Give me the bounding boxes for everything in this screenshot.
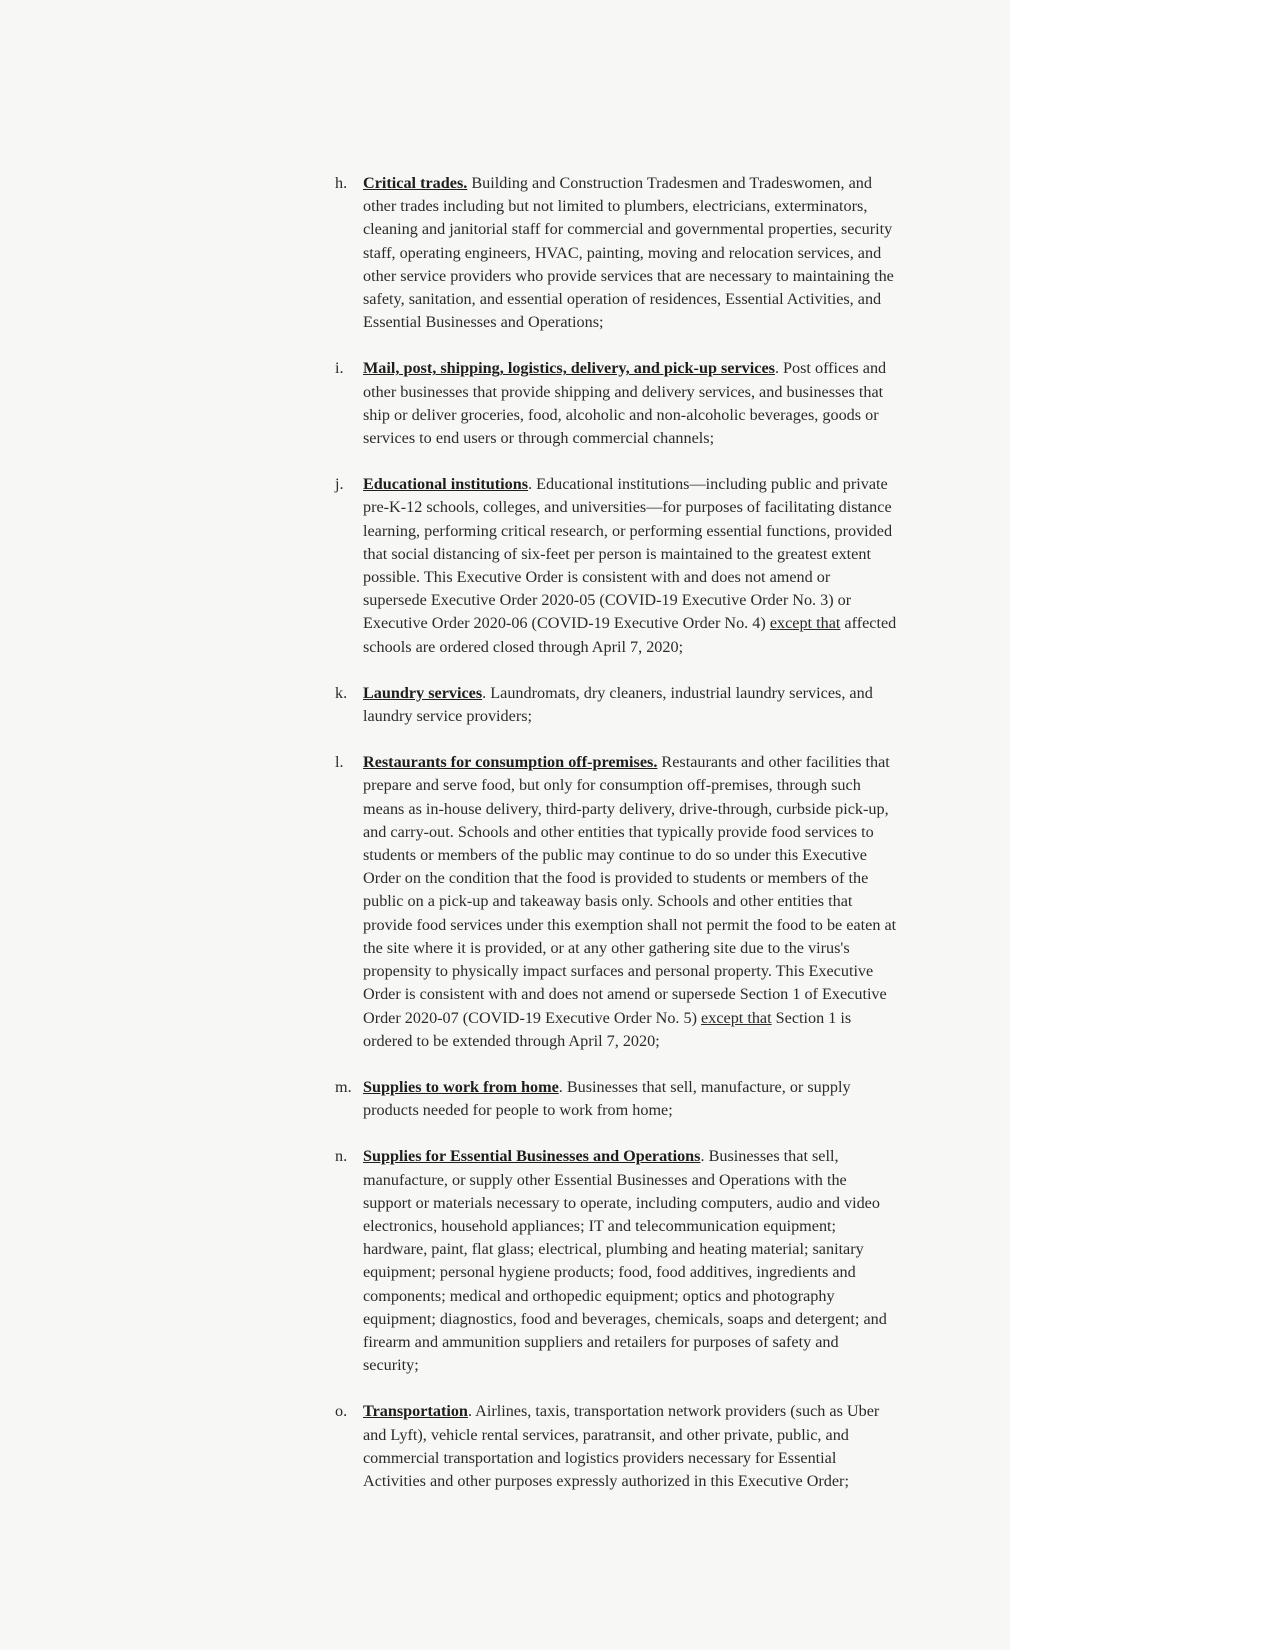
text-segment: Order 2020-07 (COVID-19 Executive Order No. 5) bbox=[363, 1008, 702, 1027]
text-segment: . Laundromats, dry cleaners, industrial laundry services, and bbox=[482, 683, 873, 702]
list-item-marker: m. bbox=[335, 1077, 352, 1096]
text-line bbox=[363, 937, 990, 960]
item-heading: Educational institutions bbox=[363, 475, 529, 494]
text-segment: students or members of the public may continue to do so under this Executive bbox=[363, 846, 867, 865]
text-segment: prepare and serve food, but only for consumption off-premises, through such bbox=[363, 776, 861, 795]
text-line bbox=[363, 774, 990, 797]
text-line bbox=[363, 1238, 990, 1261]
text-line bbox=[363, 1169, 990, 1192]
text-line bbox=[363, 914, 990, 937]
text-line bbox=[363, 867, 990, 890]
text-segment: Building and Construction Tradesmen and Tradeswomen, and bbox=[467, 174, 872, 192]
text-segment: that social distancing of six-feet per person is maintained to the greatest extent bbox=[363, 544, 871, 563]
text-segment: manufacture, or supply other Essential Businesses and Operations with the bbox=[363, 1170, 847, 1189]
text-segment: laundry service providers; bbox=[363, 707, 533, 726]
text-segment: safety, sanitation, and essential operation of residences, Essential Activities, and bbox=[363, 290, 882, 309]
text-segment: ship or deliver groceries, food, alcoholic and non-alcoholic beverages, goods or bbox=[363, 405, 879, 424]
text-line bbox=[363, 751, 990, 774]
text-line bbox=[363, 1447, 990, 1470]
text-line bbox=[363, 242, 990, 265]
text-segment: ordered to be extended through April 7, 2020; bbox=[363, 1031, 660, 1050]
text-line bbox=[363, 960, 990, 983]
text-segment: Essential Businesses and Operations; bbox=[363, 313, 604, 332]
text-line bbox=[363, 427, 990, 450]
text-segment: other businesses that provide shipping and delivery services, and businesses that bbox=[363, 382, 884, 401]
text-line bbox=[363, 589, 990, 612]
text-segment: pre-K-12 schools, colleges, and universities—for purposes of facilitating distance bbox=[363, 498, 892, 517]
text-segment: security; bbox=[363, 1356, 419, 1375]
text-line bbox=[363, 1076, 990, 1099]
text-segment: electronics, household appliances; IT and telecommunication equipment; bbox=[363, 1216, 837, 1235]
text-line bbox=[363, 566, 990, 589]
text-line bbox=[363, 1285, 990, 1308]
text-segment: provide food services under this exemption shall not permit the food to be eaten at bbox=[363, 915, 897, 934]
item-heading: Critical trades. bbox=[363, 174, 468, 192]
text-line bbox=[363, 381, 990, 404]
text-segment: Order is consistent with and does not amend or supersede Section 1 of Executive bbox=[363, 985, 887, 1004]
text-line bbox=[363, 1424, 990, 1447]
underlined-text: except that bbox=[769, 614, 841, 633]
text-line bbox=[363, 404, 990, 427]
text-segment: supersede Executive Order 2020-05 (COVID-19 Executive Order No. 3) or bbox=[363, 591, 852, 610]
list-item bbox=[335, 751, 990, 1053]
text-segment: equipment; personal hygiene products; food, food additives, ingredients and bbox=[363, 1263, 856, 1282]
text-segment: . Educational institutions—including public and private bbox=[528, 475, 888, 494]
list-item bbox=[335, 357, 990, 450]
text-segment: learning, performing critical research, or performing essential functions, provided bbox=[363, 521, 893, 540]
list-item bbox=[335, 1076, 990, 1122]
text-segment: commercial transportation and logistics providers necessary for Essential bbox=[363, 1448, 837, 1467]
text-line bbox=[363, 1030, 990, 1053]
list-item bbox=[335, 1400, 990, 1493]
text-segment: other trades including but not limited to plumbers, electricians, exterminators, bbox=[363, 197, 868, 216]
text-line bbox=[363, 1400, 990, 1423]
text-segment: propensity to physically impact surfaces and personal property. This Executive bbox=[363, 962, 874, 981]
text-segment: . Businesses that sell, manufacture, or supply bbox=[558, 1077, 851, 1096]
text-segment: Executive Order 2020-06 (COVID-19 Executive Order No. 4) bbox=[363, 614, 770, 633]
text-line bbox=[363, 195, 990, 218]
text-line bbox=[363, 682, 990, 705]
item-heading: Laundry services bbox=[363, 683, 483, 702]
text-line bbox=[363, 520, 990, 543]
text-segment: equipment; diagnostics, food and beverages, chemicals, soaps and detergent; and bbox=[363, 1309, 887, 1328]
list-item-marker: o. bbox=[335, 1402, 348, 1421]
text-line bbox=[363, 1354, 990, 1377]
text-segment: means as in-house delivery, third-party delivery, drive-through, curbside pick-up, bbox=[363, 799, 889, 818]
text-line bbox=[363, 1145, 990, 1168]
text-line bbox=[363, 821, 990, 844]
text-segment: . Businesses that sell, bbox=[700, 1147, 839, 1166]
text-segment: public on a pick-up and takeaway basis only. Schools and other entities that bbox=[363, 892, 853, 911]
list-item-marker: l. bbox=[335, 753, 344, 772]
text-line bbox=[363, 1308, 990, 1331]
text-segment: Activities and other purposes expressly authorized in this Executive Order; bbox=[363, 1471, 849, 1490]
list-item-marker: i. bbox=[335, 359, 344, 378]
text-line bbox=[363, 473, 990, 496]
text-line bbox=[363, 612, 990, 635]
item-heading: Transportation bbox=[363, 1402, 468, 1421]
item-heading: Supplies for Essential Businesses and Operations bbox=[363, 1147, 701, 1166]
text-segment: Order on the condition that the food is provided to students or members of the bbox=[363, 869, 869, 888]
text-segment: . Airlines, taxis, transportation network providers (such as Uber bbox=[467, 1402, 880, 1421]
list-item bbox=[335, 682, 990, 728]
text-line bbox=[363, 844, 990, 867]
list-item-marker: h. bbox=[335, 174, 348, 192]
list-item-marker: k. bbox=[335, 683, 348, 702]
text-segment: possible. This Executive Order is consistent with and does not amend or bbox=[363, 568, 831, 587]
text-segment: Section 1 is bbox=[771, 1008, 852, 1027]
underlined-text: except that bbox=[701, 1008, 772, 1027]
text-line bbox=[363, 543, 990, 566]
item-heading: Supplies to work from home bbox=[363, 1077, 559, 1096]
text-segment: firearm and ammunition suppliers and retailers for purposes of safety and bbox=[363, 1332, 839, 1351]
list-item-marker: j. bbox=[335, 475, 344, 494]
text-line bbox=[363, 636, 990, 659]
text-line bbox=[363, 798, 990, 821]
document-body bbox=[335, 172, 990, 1516]
list-item bbox=[335, 1145, 990, 1377]
text-line bbox=[363, 983, 990, 1006]
text-line bbox=[363, 1215, 990, 1238]
text-segment: schools are ordered closed through April 7, 2020; bbox=[363, 637, 684, 656]
list-item bbox=[335, 473, 990, 659]
text-segment: support or materials necessary to operate, including computers, audio and video bbox=[363, 1193, 880, 1212]
text-segment: cleaning and janitorial staff for commercial and governmental properties, security bbox=[363, 220, 893, 239]
text-line bbox=[363, 705, 990, 728]
text-line bbox=[363, 496, 990, 519]
item-heading: Restaurants for consumption off-premises. bbox=[363, 753, 658, 772]
text-line bbox=[363, 1261, 990, 1284]
text-segment: . Post offices and bbox=[774, 359, 887, 378]
text-line bbox=[363, 1192, 990, 1215]
text-line bbox=[363, 311, 990, 334]
text-line bbox=[363, 357, 990, 380]
text-segment: other service providers who provide services that are necessary to maintaining the bbox=[363, 266, 894, 285]
text-segment: staff, operating engineers, HVAC, painting, moving and relocation services, and bbox=[363, 243, 882, 262]
text-line bbox=[363, 1007, 990, 1030]
text-line bbox=[363, 1099, 990, 1122]
text-segment: hardware, paint, flat glass; electrical, plumbing and heating material; sanitary bbox=[363, 1240, 864, 1259]
text-segment: and Lyft), vehicle rental services, paratransit, and other private, public, and bbox=[363, 1425, 849, 1444]
text-segment: services to end users or through commercial channels; bbox=[363, 429, 715, 448]
text-segment: Restaurants and other facilities that bbox=[657, 753, 890, 772]
list-item-marker: n. bbox=[335, 1147, 348, 1166]
text-segment: and carry-out. Schools and other entities that typically provide food services to bbox=[363, 822, 874, 841]
text-segment: products needed for people to work from home; bbox=[363, 1101, 673, 1120]
text-line bbox=[363, 1331, 990, 1354]
text-line bbox=[363, 288, 990, 311]
text-line bbox=[363, 1470, 990, 1493]
text-line bbox=[363, 172, 990, 195]
list-item bbox=[335, 172, 990, 334]
text-segment: affected bbox=[840, 614, 897, 633]
text-segment: the site where it is provided, or at any other gathering site due to the virus's bbox=[363, 938, 850, 957]
text-line bbox=[363, 218, 990, 241]
item-heading: Mail, post, shipping, logistics, delivery, and pick-up services bbox=[363, 359, 775, 378]
text-line bbox=[363, 890, 990, 913]
text-line bbox=[363, 265, 990, 288]
text-segment: components; medical and orthopedic equipment; optics and photography bbox=[363, 1286, 835, 1305]
